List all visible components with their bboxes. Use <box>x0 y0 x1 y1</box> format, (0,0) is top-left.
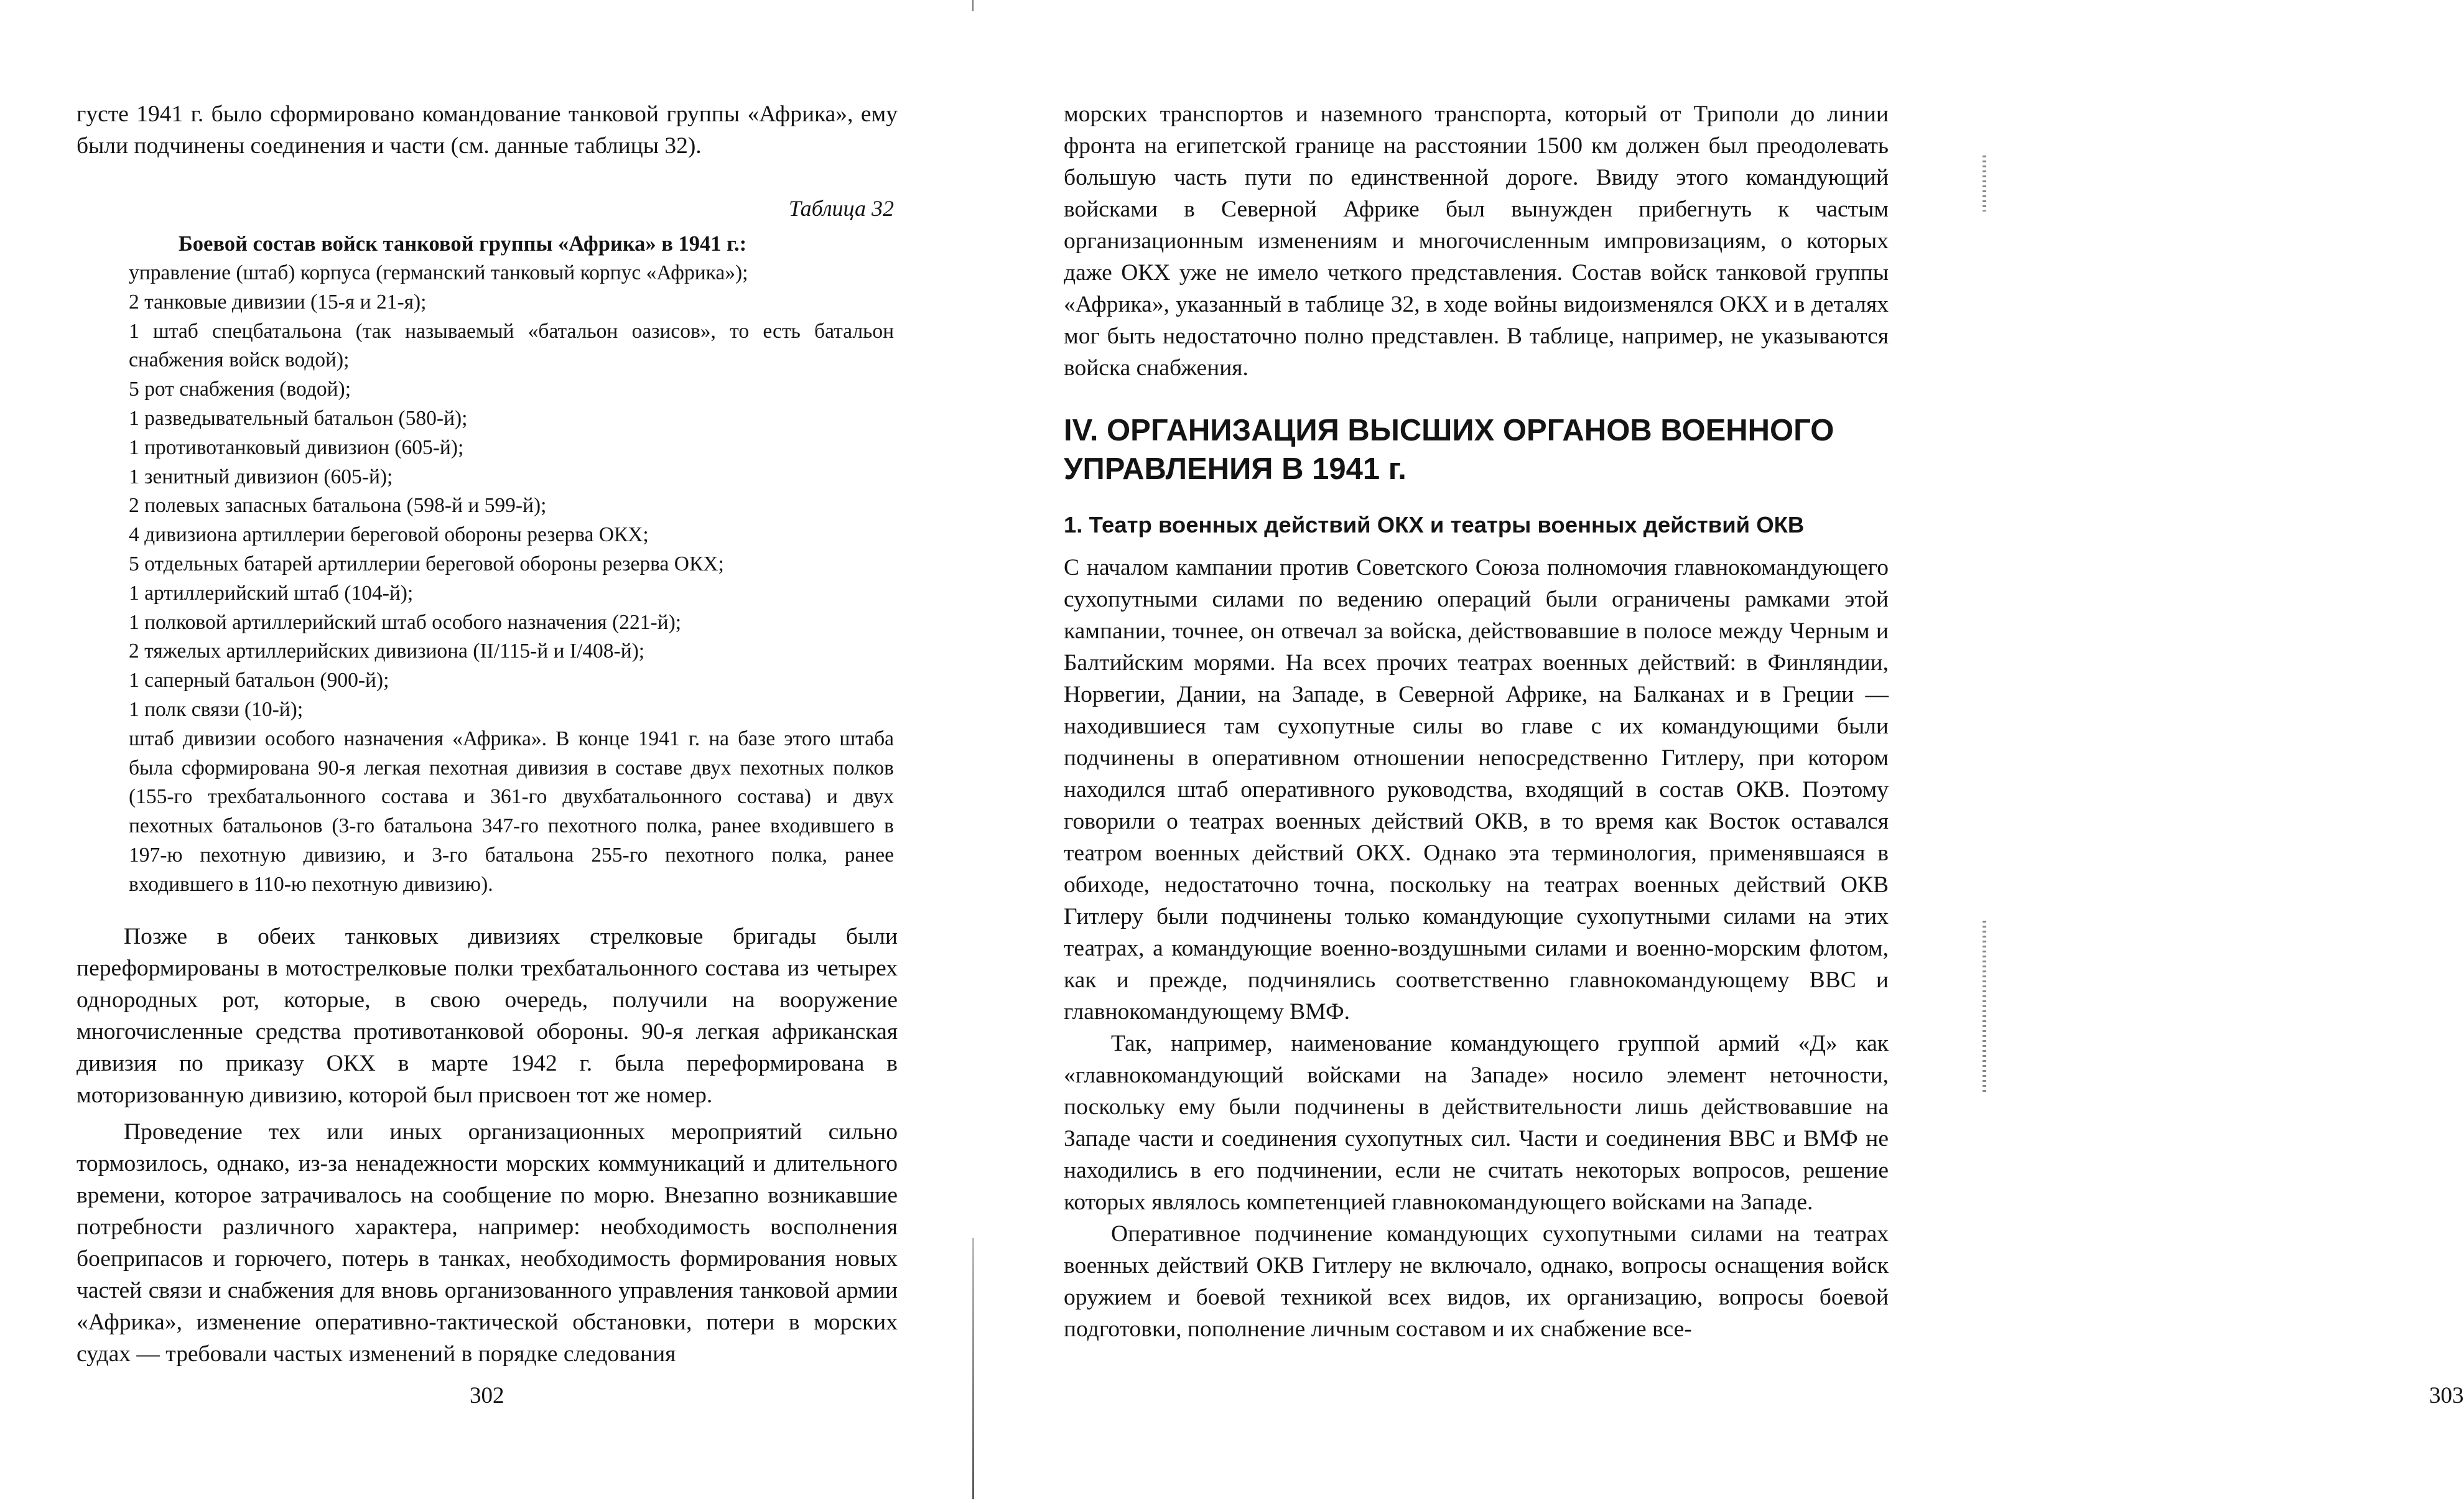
table-item: 2 танковые дивизии (15-я и 21-я); <box>129 290 427 314</box>
page-number-left: 302 <box>470 1383 504 1408</box>
table-caption: Таблица 32 <box>788 196 894 221</box>
page-number-right: 303 <box>2429 1383 2464 1408</box>
table-item: 5 рот снабжения (водой); <box>129 378 351 401</box>
right-paragraph-4: Оперативное подчинение командующих сухопутными силами на театрах военных действий ОКВ Гитлеру не включало, однако, вопросы оснащения войск оружием и боевой техникой всех видов, их организацию, вопросы боевой подготовки, пополнение личным составом и их снабжение все- <box>1064 1221 1889 1342</box>
table-item: 1 полковой артиллерийский штаб особого назначения (221-й); <box>129 610 682 634</box>
spine-mark-top <box>972 0 974 11</box>
table-item: 1 разведывательный батальон (580-й); <box>129 406 468 430</box>
left-intro <box>77 98 898 162</box>
right-page <box>977 0 2464 1503</box>
right-paragraph-1: морских транспортов и наземного транспорта, который от Триполи до линии фронта на египетской границе на расстоянии 1500 км должен был преодолевать большую часть пути по единственной дороге. Ввиду этого командующий войсками в Северной Африке был вынужден прибегнуть к частым организационным изменениям и многочисленным импровизациям, о которых даже ОКХ уже не имело четкого представления. Состав войск танковой группы «Африка», указанный в таблице 32, в ходе войны видоизменялся ОКХ и в деталях мог быть недостаточно полно представлен. В таблице, например, не указываются войска снабжения. <box>1064 101 1889 381</box>
table-items <box>129 259 894 900</box>
table-item: 1 артиллерийский штаб (104-й); <box>129 581 414 605</box>
intro-paragraph: густе 1941 г. было сформировано командование танковой группы «Африка», ему были подчинены соединения и части (см. данные таблицы 32). <box>77 101 898 159</box>
right-paragraph-2: С началом кампании против Советского Союза полномочия главнокомандующего сухопутными силами по ведению операций были ограничены рамками этой кампании, точнее, он отвечал за войска, действовавшие в полосе между Черным и Балтийским морями. На всех прочих театрах военных действий: в Финляндии, Норвегии, Дании, на Западе, в Северной Африке, на Балканах и в Греции — находившиеся там сухопутные силы во главе с их командующими были подчинены в оперативном отношении непосредственно Гитлеру, при котором находился штаб оперативного руководства, входящий в состав ОКВ. Поэтому говорили о театрах военных действий ОКВ, в то время как Восток оставался театром военных действий ОКХ. Однако эта терминология, применявшаяся в обиходе, недостаточно точна, поскольку на театрах военных действий ОКВ Гитлеру были подчинены только командующие сухопутными силами на этих театрах, а командующие военно-воздушными силами и военно-морским флотом, как и прежде, подчинялись соответственно главнокомандующему ВВС и главнокомандующему ВМФ. <box>1064 555 1889 1025</box>
left-page <box>0 0 970 1503</box>
table-item: 1 полк связи (10-й); <box>129 697 304 721</box>
section-heading: 1. Театр военных действий ОКХ и театры военных действий ОКВ <box>1064 512 1805 537</box>
right-paragraph-3: Так, например, наименование командующего группой армий «Д» как «главнокомандующий войсками на Западе» носило элемент неточности, поскольку ему были подчинены в действительности лишь действовавшие на Западе части и соединения сухопутных сил. Части и соединения ВВС и ВМФ не находились в его подчинении, если не считать некоторых вопросов, решение которых являлось компетенцией главнокомандующего войсками на Западе. <box>1064 1031 1889 1215</box>
table-item: 2 полевых запасных батальона (598-й и 599-й); <box>129 494 547 518</box>
table-title: Боевой состав войск танковой группы «Африка» в 1941 г.: <box>179 232 747 256</box>
table-item: 2 тяжелых артиллерийских дивизиона (II/115-й и I/408-й); <box>129 640 645 663</box>
right-body <box>1064 98 1889 1345</box>
table-item: управление (штаб) корпуса (германский танковый корпус «Африка»); <box>129 261 748 284</box>
table-item: 5 отдельных батарей артиллерии береговой обороны резерва ОКХ; <box>129 552 724 575</box>
table-item: штаб дивизии особого назначения «Африка». В конце 1941 г. на базе этого штаба была сформирована 90-я легкая пехотная дивизия в составе двух пехотных полков (155-го трехбатальонного состава и 361-го двухбатальонного состава) и двух пехотных батальонов (3-го батальона 347-го пехотного полка, ранее входившего в 197-ю пехотную дивизию, и 3-го батальона 255-го пехотного полка, ранее входившего в 110-ю пехотную дивизию). <box>129 727 894 896</box>
left-paragraph-2: Позже в обеих танковых дивизиях стрелковые бригады были переформированы в мотострелковые полки трехбатальонного состава из четырех однородных рот, которые, в свою очередь, получили на вооружение многочисленные средства противотанковой обороны. 90-я легкая африканская дивизия по приказу ОКХ в марте 1942 г. была переформирована в моторизованную дивизию, которой был присвоен тот же номер. <box>77 924 898 1108</box>
book-spine <box>972 1238 974 1499</box>
left-body <box>77 921 898 1370</box>
left-paragraph-3: Проведение тех или иных организационных мероприятий сильно тормозилось, однако, из-за ненадежности морских коммуникаций и длительного времени, которое затрачивалось на сообщение по морю. Внезапно возникавшие потребности различного характера, например: необходимость восполнения боеприпасов и горючего, потерь в танках, необходимость формирования новых частей связи и снабжения для вновь организованного управления танковой армии «Африка», изменение оперативно-тактической обстановки, потери в морских судах — требовали частых изменений в порядке следования <box>77 1119 898 1367</box>
table-item: 1 саперный батальон (900-й); <box>129 669 389 692</box>
chapter-heading: IV. ОРГАНИЗАЦИЯ ВЫСШИХ ОРГАНОВ ВОЕННОГО УПРАВЛЕНИЯ В 1941 г. <box>1064 414 1834 486</box>
table-item: 4 дивизиона артиллерии береговой обороны резерва ОКХ; <box>129 523 649 547</box>
table-item: 1 штаб спецбатальона (так называемый «батальон оазисов», то есть батальон снабжения войск водой); <box>129 319 894 372</box>
table-32 <box>129 193 894 900</box>
table-item: 1 противотанковый дивизион (605-й); <box>129 435 464 459</box>
table-item: 1 зенитный дивизион (605-й); <box>129 465 393 488</box>
